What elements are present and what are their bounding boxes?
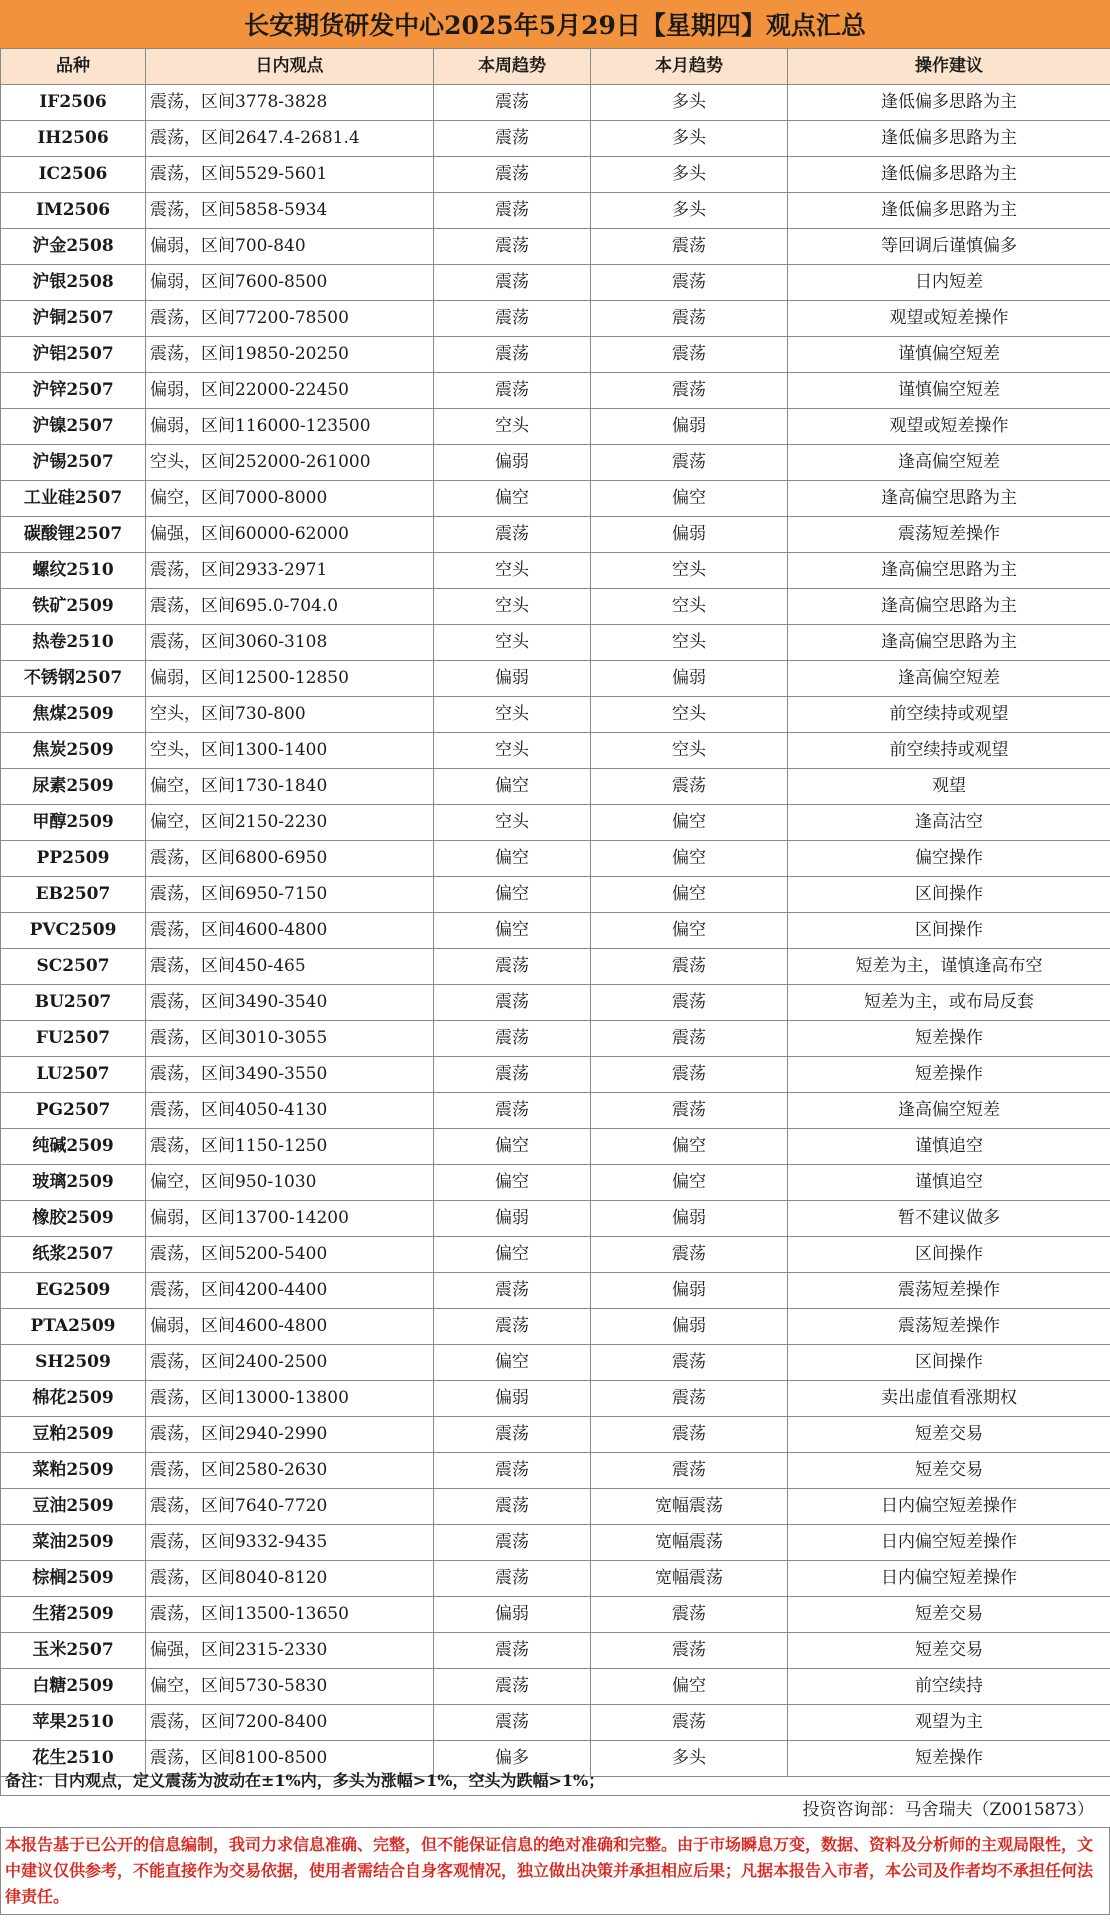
cell-operation-advice: 短差交易 <box>788 1453 1110 1489</box>
cell-operation-advice: 逢高偏空思路为主 <box>788 481 1110 517</box>
cell-variety: IF2506 <box>1 85 146 121</box>
cell-intraday-view: 震荡，区间19850-20250 <box>146 337 434 373</box>
cell-variety: 热卷2510 <box>1 625 146 661</box>
cell-variety: PG2507 <box>1 1093 146 1129</box>
cell-operation-advice: 震荡短差操作 <box>788 1273 1110 1309</box>
cell-intraday-view: 偏空，区间1730-1840 <box>146 769 434 805</box>
cell-weekly-trend: 震荡 <box>434 193 591 229</box>
cell-weekly-trend: 震荡 <box>434 1633 591 1669</box>
cell-monthly-trend: 偏空 <box>591 1165 788 1201</box>
table-row <box>1 1453 1110 1489</box>
cell-weekly-trend: 震荡 <box>434 1057 591 1093</box>
cell-operation-advice: 等回调后谨慎偏多 <box>788 229 1110 265</box>
cell-variety: 橡胶2509 <box>1 1201 146 1237</box>
cell-monthly-trend: 震荡 <box>591 301 788 337</box>
cell-variety: SH2509 <box>1 1345 146 1381</box>
cell-intraday-view: 震荡，区间695.0-704.0 <box>146 589 434 625</box>
cell-intraday-view: 震荡，区间2580-2630 <box>146 1453 434 1489</box>
cell-weekly-trend: 震荡 <box>434 121 591 157</box>
table-body <box>1 85 1110 1777</box>
header-weekly-trend: 本周趋势 <box>434 49 591 85</box>
table-row <box>1 1273 1110 1309</box>
cell-variety: 焦煤2509 <box>1 697 146 733</box>
views-table <box>0 48 1110 1777</box>
cell-intraday-view: 偏弱，区间4600-4800 <box>146 1309 434 1345</box>
cell-weekly-trend: 偏空 <box>434 1237 591 1273</box>
cell-operation-advice: 前空续持 <box>788 1669 1110 1705</box>
cell-intraday-view: 震荡，区间8100-8500 <box>146 1741 434 1777</box>
remark-note: 备注：日内观点，定义震荡为波动在±1%内，多头为涨幅>1%，空头为跌幅>1%； <box>0 1767 1110 1796</box>
cell-weekly-trend: 偏空 <box>434 1165 591 1201</box>
cell-variety: EG2509 <box>1 1273 146 1309</box>
cell-monthly-trend: 震荡 <box>591 985 788 1021</box>
table-row <box>1 589 1110 625</box>
cell-monthly-trend: 震荡 <box>591 445 788 481</box>
header-operation-advice: 操作建议 <box>788 49 1110 85</box>
cell-monthly-trend: 偏空 <box>591 1669 788 1705</box>
cell-variety: PP2509 <box>1 841 146 877</box>
cell-intraday-view: 震荡，区间5529-5601 <box>146 157 434 193</box>
cell-operation-advice: 逢高偏空思路为主 <box>788 589 1110 625</box>
cell-monthly-trend: 偏空 <box>591 1129 788 1165</box>
table-row <box>1 877 1110 913</box>
cell-operation-advice: 区间操作 <box>788 1237 1110 1273</box>
cell-operation-advice: 观望 <box>788 769 1110 805</box>
cell-variety: 纯碱2509 <box>1 1129 146 1165</box>
cell-operation-advice: 谨慎追空 <box>788 1129 1110 1165</box>
cell-monthly-trend: 空头 <box>591 697 788 733</box>
cell-operation-advice: 前空续持或观望 <box>788 733 1110 769</box>
cell-variety: 铁矿2509 <box>1 589 146 625</box>
cell-operation-advice: 逢高偏空短差 <box>788 661 1110 697</box>
table-row <box>1 265 1110 301</box>
cell-variety: 沪铝2507 <box>1 337 146 373</box>
cell-operation-advice: 谨慎偏空短差 <box>788 337 1110 373</box>
cell-operation-advice: 前空续持或观望 <box>788 697 1110 733</box>
cell-weekly-trend: 震荡 <box>434 1021 591 1057</box>
cell-weekly-trend: 震荡 <box>434 373 591 409</box>
table-row <box>1 553 1110 589</box>
cell-intraday-view: 空头，区间1300-1400 <box>146 733 434 769</box>
cell-variety: 沪金2508 <box>1 229 146 265</box>
cell-monthly-trend: 震荡 <box>591 1345 788 1381</box>
cell-variety: 螺纹2510 <box>1 553 146 589</box>
cell-intraday-view: 震荡，区间8040-8120 <box>146 1561 434 1597</box>
table-row <box>1 1417 1110 1453</box>
cell-monthly-trend: 宽幅震荡 <box>591 1561 788 1597</box>
cell-operation-advice: 卖出虚值看涨期权 <box>788 1381 1110 1417</box>
cell-weekly-trend: 震荡 <box>434 1453 591 1489</box>
cell-intraday-view: 震荡，区间2647.4-2681.4 <box>146 121 434 157</box>
cell-weekly-trend: 震荡 <box>434 229 591 265</box>
cell-intraday-view: 震荡，区间3010-3055 <box>146 1021 434 1057</box>
cell-monthly-trend: 震荡 <box>591 229 788 265</box>
table-row <box>1 517 1110 553</box>
cell-operation-advice: 谨慎追空 <box>788 1165 1110 1201</box>
cell-operation-advice: 区间操作 <box>788 877 1110 913</box>
cell-operation-advice: 短差操作 <box>788 1021 1110 1057</box>
table-row <box>1 733 1110 769</box>
cell-operation-advice: 短差交易 <box>788 1597 1110 1633</box>
cell-variety: 沪银2508 <box>1 265 146 301</box>
cell-weekly-trend: 震荡 <box>434 1705 591 1741</box>
cell-weekly-trend: 偏空 <box>434 1345 591 1381</box>
cell-monthly-trend: 偏弱 <box>591 1273 788 1309</box>
cell-operation-advice: 逢低偏多思路为主 <box>788 193 1110 229</box>
cell-intraday-view: 震荡，区间7640-7720 <box>146 1489 434 1525</box>
cell-intraday-view: 震荡，区间4050-4130 <box>146 1093 434 1129</box>
cell-operation-advice: 震荡短差操作 <box>788 517 1110 553</box>
cell-weekly-trend: 偏空 <box>434 481 591 517</box>
cell-intraday-view: 震荡，区间6950-7150 <box>146 877 434 913</box>
cell-monthly-trend: 偏弱 <box>591 1201 788 1237</box>
cell-operation-advice: 短差交易 <box>788 1417 1110 1453</box>
cell-intraday-view: 偏空，区间7000-8000 <box>146 481 434 517</box>
cell-monthly-trend: 空头 <box>591 733 788 769</box>
cell-monthly-trend: 震荡 <box>591 1021 788 1057</box>
cell-monthly-trend: 宽幅震荡 <box>591 1525 788 1561</box>
cell-monthly-trend: 震荡 <box>591 1417 788 1453</box>
cell-intraday-view: 震荡，区间9332-9435 <box>146 1525 434 1561</box>
table-row <box>1 1633 1110 1669</box>
cell-operation-advice: 观望或短差操作 <box>788 409 1110 445</box>
cell-variety: 豆油2509 <box>1 1489 146 1525</box>
cell-monthly-trend: 震荡 <box>591 1705 788 1741</box>
cell-intraday-view: 偏弱，区间12500-12850 <box>146 661 434 697</box>
table-row <box>1 1489 1110 1525</box>
cell-monthly-trend: 震荡 <box>591 373 788 409</box>
cell-variety: PTA2509 <box>1 1309 146 1345</box>
cell-intraday-view: 震荡，区间3490-3550 <box>146 1057 434 1093</box>
cell-monthly-trend: 震荡 <box>591 1057 788 1093</box>
table-row <box>1 121 1110 157</box>
cell-variety: 玻璃2509 <box>1 1165 146 1201</box>
table-row <box>1 1669 1110 1705</box>
cell-variety: SC2507 <box>1 949 146 985</box>
cell-monthly-trend: 偏空 <box>591 841 788 877</box>
cell-monthly-trend: 偏空 <box>591 913 788 949</box>
cell-weekly-trend: 震荡 <box>434 949 591 985</box>
cell-monthly-trend: 多头 <box>591 157 788 193</box>
table-row <box>1 1309 1110 1345</box>
cell-variety: FU2507 <box>1 1021 146 1057</box>
cell-variety: 纸浆2507 <box>1 1237 146 1273</box>
cell-weekly-trend: 偏弱 <box>434 1381 591 1417</box>
cell-operation-advice: 观望为主 <box>788 1705 1110 1741</box>
contact-text: 投资咨询部：马舍瑞夫（Z0015873） <box>802 1800 1094 1820</box>
cell-monthly-trend: 震荡 <box>591 337 788 373</box>
cell-weekly-trend: 空头 <box>434 805 591 841</box>
table-row <box>1 1093 1110 1129</box>
cell-intraday-view: 空头，区间730-800 <box>146 697 434 733</box>
cell-weekly-trend: 震荡 <box>434 337 591 373</box>
cell-variety: 沪镍2507 <box>1 409 146 445</box>
cell-intraday-view: 震荡，区间2933-2971 <box>146 553 434 589</box>
cell-weekly-trend: 震荡 <box>434 85 591 121</box>
cell-intraday-view: 偏强，区间60000-62000 <box>146 517 434 553</box>
cell-variety: 苹果2510 <box>1 1705 146 1741</box>
table-row <box>1 409 1110 445</box>
cell-monthly-trend: 空头 <box>591 625 788 661</box>
cell-monthly-trend: 震荡 <box>591 1453 788 1489</box>
cell-monthly-trend: 震荡 <box>591 1597 788 1633</box>
table-row <box>1 337 1110 373</box>
cell-operation-advice: 逢低偏多思路为主 <box>788 157 1110 193</box>
cell-variety: LU2507 <box>1 1057 146 1093</box>
cell-intraday-view: 偏空，区间950-1030 <box>146 1165 434 1201</box>
table-row <box>1 301 1110 337</box>
table-header-row <box>1 49 1110 85</box>
cell-monthly-trend: 多头 <box>591 85 788 121</box>
table-row <box>1 445 1110 481</box>
cell-variety: 不锈钢2507 <box>1 661 146 697</box>
cell-variety: 沪铜2507 <box>1 301 146 337</box>
table-row <box>1 1165 1110 1201</box>
cell-intraday-view: 震荡，区间7200-8400 <box>146 1705 434 1741</box>
cell-weekly-trend: 偏多 <box>434 1741 591 1777</box>
table-row <box>1 1525 1110 1561</box>
cell-monthly-trend: 偏空 <box>591 877 788 913</box>
cell-operation-advice: 偏空操作 <box>788 841 1110 877</box>
cell-variety: BU2507 <box>1 985 146 1021</box>
cell-weekly-trend: 空头 <box>434 733 591 769</box>
cell-variety: IH2506 <box>1 121 146 157</box>
table-row <box>1 913 1110 949</box>
cell-monthly-trend: 多头 <box>591 1741 788 1777</box>
cell-weekly-trend: 震荡 <box>434 1489 591 1525</box>
cell-weekly-trend: 震荡 <box>434 1093 591 1129</box>
cell-operation-advice: 逢低偏多思路为主 <box>788 121 1110 157</box>
cell-operation-advice: 日内偏空短差操作 <box>788 1561 1110 1597</box>
cell-weekly-trend: 震荡 <box>434 517 591 553</box>
table-row <box>1 1561 1110 1597</box>
table-row <box>1 661 1110 697</box>
cell-variety: 棉花2509 <box>1 1381 146 1417</box>
cell-monthly-trend: 偏弱 <box>591 517 788 553</box>
cell-variety: 菜粕2509 <box>1 1453 146 1489</box>
table-row <box>1 481 1110 517</box>
cell-variety: 焦炭2509 <box>1 733 146 769</box>
cell-weekly-trend: 震荡 <box>434 1669 591 1705</box>
cell-intraday-view: 偏弱，区间116000-123500 <box>146 409 434 445</box>
cell-intraday-view: 震荡，区间5858-5934 <box>146 193 434 229</box>
cell-operation-advice: 暂不建议做多 <box>788 1201 1110 1237</box>
cell-weekly-trend: 偏空 <box>434 1129 591 1165</box>
cell-intraday-view: 震荡，区间2400-2500 <box>146 1345 434 1381</box>
cell-monthly-trend: 震荡 <box>591 949 788 985</box>
cell-operation-advice: 逢高偏空思路为主 <box>788 625 1110 661</box>
cell-intraday-view: 震荡，区间5200-5400 <box>146 1237 434 1273</box>
cell-monthly-trend: 震荡 <box>591 1093 788 1129</box>
table-row <box>1 985 1110 1021</box>
cell-weekly-trend: 空头 <box>434 409 591 445</box>
table-row <box>1 1201 1110 1237</box>
cell-variety: 花生2510 <box>1 1741 146 1777</box>
cell-monthly-trend: 偏空 <box>591 805 788 841</box>
cell-monthly-trend: 震荡 <box>591 265 788 301</box>
table-row <box>1 229 1110 265</box>
cell-weekly-trend: 空头 <box>434 697 591 733</box>
cell-operation-advice: 短差操作 <box>788 1057 1110 1093</box>
cell-monthly-trend: 震荡 <box>591 1381 788 1417</box>
table-row <box>1 805 1110 841</box>
table-row <box>1 949 1110 985</box>
table-row <box>1 1597 1110 1633</box>
cell-variety: 生猪2509 <box>1 1597 146 1633</box>
cell-weekly-trend: 偏弱 <box>434 1597 591 1633</box>
cell-monthly-trend: 偏空 <box>591 481 788 517</box>
cell-intraday-view: 震荡，区间13500-13650 <box>146 1597 434 1633</box>
cell-variety: 工业硅2507 <box>1 481 146 517</box>
cell-weekly-trend: 偏空 <box>434 913 591 949</box>
cell-variety: 甲醇2509 <box>1 805 146 841</box>
cell-operation-advice: 震荡短差操作 <box>788 1309 1110 1345</box>
cell-weekly-trend: 震荡 <box>434 1309 591 1345</box>
cell-variety: 菜油2509 <box>1 1525 146 1561</box>
cell-monthly-trend: 震荡 <box>591 1633 788 1669</box>
cell-monthly-trend: 多头 <box>591 121 788 157</box>
cell-weekly-trend: 偏弱 <box>434 1201 591 1237</box>
cell-intraday-view: 偏空，区间5730-5830 <box>146 1669 434 1705</box>
cell-monthly-trend: 震荡 <box>591 769 788 805</box>
header-monthly-trend: 本月趋势 <box>591 49 788 85</box>
report-title: 长安期货研发中心2025年5月29日【星期四】观点汇总 <box>0 0 1110 49</box>
disclaimer-text: 本报告基于已公开的信息编制，我司力求信息准确、完整，但不能保证信息的绝对准确和完整。由于市场瞬息万变，数据、资料及分析师的主观局限性，文中建议仅供参考，不能直接作为交易依据，使用者需结合自身客观情况，独立做出决策并承担相应后果；凡据本报告入市者，本公司及作者均不承担任何法律责任。 <box>0 1827 1110 1915</box>
cell-weekly-trend: 空头 <box>434 589 591 625</box>
cell-variety: IC2506 <box>1 157 146 193</box>
contact-line <box>0 1796 1110 1825</box>
cell-operation-advice: 短差操作 <box>788 1741 1110 1777</box>
cell-intraday-view: 偏强，区间2315-2330 <box>146 1633 434 1669</box>
table-row <box>1 373 1110 409</box>
cell-variety: 沪锡2507 <box>1 445 146 481</box>
cell-weekly-trend: 震荡 <box>434 157 591 193</box>
cell-weekly-trend: 空头 <box>434 625 591 661</box>
cell-intraday-view: 偏弱，区间22000-22450 <box>146 373 434 409</box>
cell-operation-advice: 逢高偏空短差 <box>788 445 1110 481</box>
cell-variety: 尿素2509 <box>1 769 146 805</box>
table-row <box>1 625 1110 661</box>
cell-monthly-trend: 宽幅震荡 <box>591 1489 788 1525</box>
table-row <box>1 1237 1110 1273</box>
cell-operation-advice: 逢低偏多思路为主 <box>788 85 1110 121</box>
cell-monthly-trend: 震荡 <box>591 1237 788 1273</box>
cell-operation-advice: 短差交易 <box>788 1633 1110 1669</box>
cell-intraday-view: 空头，区间252000-261000 <box>146 445 434 481</box>
cell-monthly-trend: 多头 <box>591 193 788 229</box>
cell-weekly-trend: 震荡 <box>434 1561 591 1597</box>
table-row <box>1 1381 1110 1417</box>
cell-intraday-view: 震荡，区间77200-78500 <box>146 301 434 337</box>
cell-operation-advice: 区间操作 <box>788 913 1110 949</box>
cell-variety: 棕榈2509 <box>1 1561 146 1597</box>
cell-weekly-trend: 偏弱 <box>434 661 591 697</box>
cell-intraday-view: 震荡，区间4200-4400 <box>146 1273 434 1309</box>
cell-variety: 碳酸锂2507 <box>1 517 146 553</box>
cell-operation-advice: 逢高偏空短差 <box>788 1093 1110 1129</box>
cell-monthly-trend: 偏弱 <box>591 409 788 445</box>
cell-weekly-trend: 震荡 <box>434 1417 591 1453</box>
cell-operation-advice: 谨慎偏空短差 <box>788 373 1110 409</box>
table-row <box>1 769 1110 805</box>
cell-weekly-trend: 偏空 <box>434 877 591 913</box>
cell-operation-advice: 逢高偏空思路为主 <box>788 553 1110 589</box>
cell-intraday-view: 震荡，区间13000-13800 <box>146 1381 434 1417</box>
cell-intraday-view: 震荡，区间3490-3540 <box>146 985 434 1021</box>
cell-operation-advice: 日内偏空短差操作 <box>788 1489 1110 1525</box>
cell-operation-advice: 短差为主，或布局反套 <box>788 985 1110 1021</box>
cell-monthly-trend: 空头 <box>591 553 788 589</box>
table-row <box>1 1345 1110 1381</box>
cell-monthly-trend: 偏弱 <box>591 1309 788 1345</box>
cell-variety: 白糖2509 <box>1 1669 146 1705</box>
cell-weekly-trend: 震荡 <box>434 301 591 337</box>
cell-intraday-view: 偏空，区间2150-2230 <box>146 805 434 841</box>
cell-intraday-view: 震荡，区间2940-2990 <box>146 1417 434 1453</box>
cell-operation-advice: 逢高沽空 <box>788 805 1110 841</box>
cell-variety: 豆粕2509 <box>1 1417 146 1453</box>
table-row <box>1 1129 1110 1165</box>
cell-variety: IM2506 <box>1 193 146 229</box>
cell-monthly-trend: 空头 <box>591 589 788 625</box>
table-row <box>1 1057 1110 1093</box>
table-row <box>1 1705 1110 1741</box>
cell-operation-advice: 区间操作 <box>788 1345 1110 1381</box>
cell-variety: PVC2509 <box>1 913 146 949</box>
cell-intraday-view: 偏弱，区间7600-8500 <box>146 265 434 301</box>
cell-operation-advice: 观望或短差操作 <box>788 301 1110 337</box>
table-row <box>1 157 1110 193</box>
cell-intraday-view: 震荡，区间3778-3828 <box>146 85 434 121</box>
cell-weekly-trend: 震荡 <box>434 265 591 301</box>
cell-weekly-trend: 偏弱 <box>434 445 591 481</box>
cell-intraday-view: 偏弱，区间700-840 <box>146 229 434 265</box>
cell-intraday-view: 震荡，区间450-465 <box>146 949 434 985</box>
cell-intraday-view: 震荡，区间4600-4800 <box>146 913 434 949</box>
cell-variety: 玉米2507 <box>1 1633 146 1669</box>
cell-weekly-trend: 偏空 <box>434 769 591 805</box>
cell-weekly-trend: 空头 <box>434 553 591 589</box>
cell-operation-advice: 日内短差 <box>788 265 1110 301</box>
table-row <box>1 841 1110 877</box>
table-row <box>1 1021 1110 1057</box>
table-row <box>1 697 1110 733</box>
header-variety: 品种 <box>1 49 146 85</box>
cell-weekly-trend: 震荡 <box>434 985 591 1021</box>
header-intraday-view: 日内观点 <box>146 49 434 85</box>
cell-operation-advice: 短差为主，谨慎逢高布空 <box>788 949 1110 985</box>
cell-intraday-view: 震荡，区间1150-1250 <box>146 1129 434 1165</box>
cell-intraday-view: 震荡，区间3060-3108 <box>146 625 434 661</box>
cell-weekly-trend: 偏空 <box>434 841 591 877</box>
cell-operation-advice: 日内偏空短差操作 <box>788 1525 1110 1561</box>
cell-weekly-trend: 震荡 <box>434 1525 591 1561</box>
table-row <box>1 85 1110 121</box>
cell-intraday-view: 偏弱，区间13700-14200 <box>146 1201 434 1237</box>
cell-variety: 沪锌2507 <box>1 373 146 409</box>
cell-monthly-trend: 偏弱 <box>591 661 788 697</box>
cell-variety: EB2507 <box>1 877 146 913</box>
cell-intraday-view: 震荡，区间6800-6950 <box>146 841 434 877</box>
cell-weekly-trend: 震荡 <box>434 1273 591 1309</box>
table-row <box>1 193 1110 229</box>
